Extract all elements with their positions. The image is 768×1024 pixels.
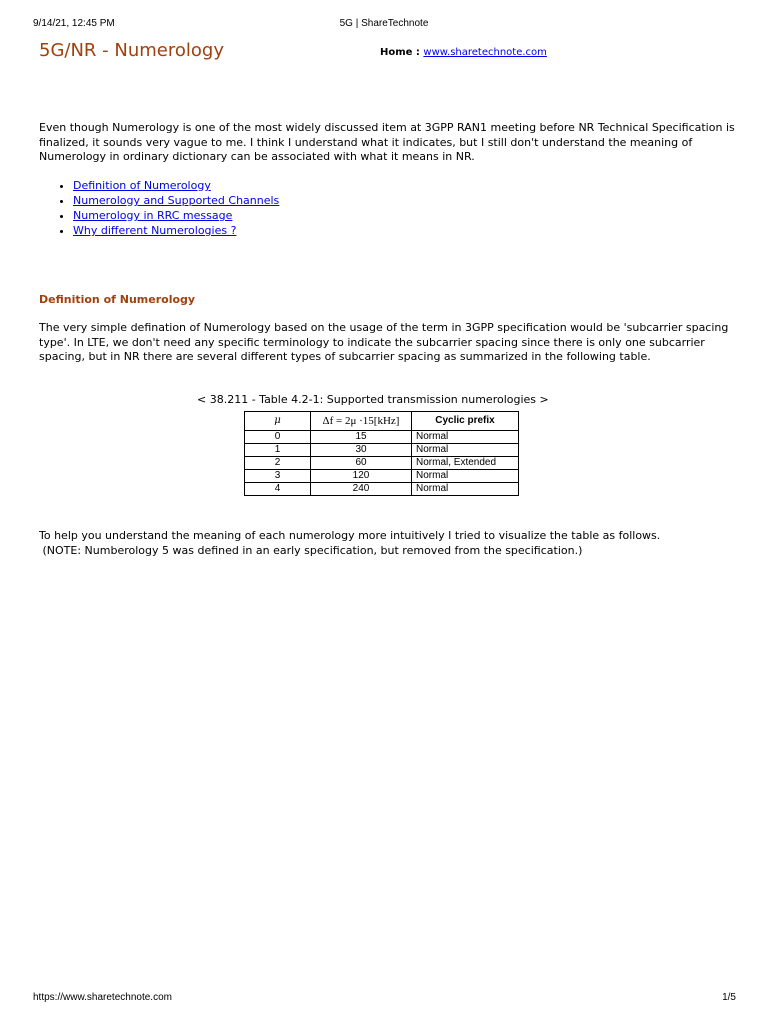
home-label: Home : <box>380 47 424 58</box>
cell-mu: 3 <box>245 470 311 483</box>
cell-delta-f: 15 <box>311 431 412 444</box>
toc-link-rrc[interactable]: Numerology in RRC message <box>73 209 233 222</box>
section-heading: Definition of Numerology <box>39 293 196 306</box>
table-row <box>245 444 519 457</box>
cell-cyclic-prefix: Normal <box>412 444 519 457</box>
table-header-row <box>245 412 519 431</box>
table-caption: < 38.211 - Table 4.2-1: Supported transmission numerologies > <box>197 393 549 406</box>
cell-delta-f: 240 <box>311 483 412 496</box>
header-delta-f: Δf = 2μ ·15[kHz] <box>311 412 412 431</box>
cell-cyclic-prefix: Normal <box>412 483 519 496</box>
toc-item <box>73 178 279 193</box>
print-url: https://www.sharetechnote.com <box>33 992 172 1003</box>
table-of-contents <box>55 178 279 238</box>
cell-mu: 1 <box>245 444 311 457</box>
toc-link-definition[interactable]: Definition of Numerology <box>73 179 211 192</box>
numerology-table <box>244 411 519 496</box>
home-nav <box>380 47 547 58</box>
print-doc-title: 5G | ShareTechnote <box>339 18 429 29</box>
home-link[interactable]: www.sharetechnote.com <box>423 47 547 58</box>
page-title: 5G/NR - Numerology <box>39 40 224 61</box>
toc-link-why[interactable]: Why different Numerologies ? <box>73 224 237 237</box>
header-cyclic-prefix: Cyclic prefix <box>412 412 519 431</box>
toc-link-channels[interactable]: Numerology and Supported Channels <box>73 194 280 207</box>
table-row <box>245 483 519 496</box>
toc-item <box>73 208 279 223</box>
print-datetime: 9/14/21, 12:45 PM <box>33 18 115 29</box>
cell-delta-f: 120 <box>311 470 412 483</box>
toc-item <box>73 193 279 208</box>
section-paragraph: The very simple defination of Numerology based on the usage of the term in 3GPP specification would be 'subcarrier spacing type'. In LTE, we don't need any specific terminology to indicate the subcarrier spacing since there is only one subcarrier spacing, but in NR there are several different types of subcarrier spacing as summarized in the following table. <box>39 321 729 364</box>
cell-mu: 0 <box>245 431 311 444</box>
header-mu: μ <box>245 412 311 431</box>
print-page-number: 1/5 <box>722 992 736 1003</box>
cell-mu: 2 <box>245 457 311 470</box>
toc-item <box>73 223 279 238</box>
table-row <box>245 431 519 444</box>
numerology5-note: (NOTE: Numberology 5 was defined in an early specification, but removed from the specification.) <box>39 544 583 557</box>
cell-delta-f: 60 <box>311 457 412 470</box>
intro-paragraph: Even though Numerology is one of the most widely discussed item at 3GPP RAN1 meeting before NR Technical Specification is finalized, it sounds very vague to me. I think I understand what it indicates, but I still don't understand the meaning of Numerology in ordinary dictionary can be associated with what it means in NR. <box>39 121 735 164</box>
cell-cyclic-prefix: Normal, Extended <box>412 457 519 470</box>
cell-cyclic-prefix: Normal <box>412 431 519 444</box>
visualize-note: To help you understand the meaning of each numerology more intuitively I tried to visualize the table as follows. <box>39 529 661 542</box>
table-row <box>245 470 519 483</box>
table-row <box>245 457 519 470</box>
cell-cyclic-prefix: Normal <box>412 470 519 483</box>
cell-mu: 4 <box>245 483 311 496</box>
cell-delta-f: 30 <box>311 444 412 457</box>
